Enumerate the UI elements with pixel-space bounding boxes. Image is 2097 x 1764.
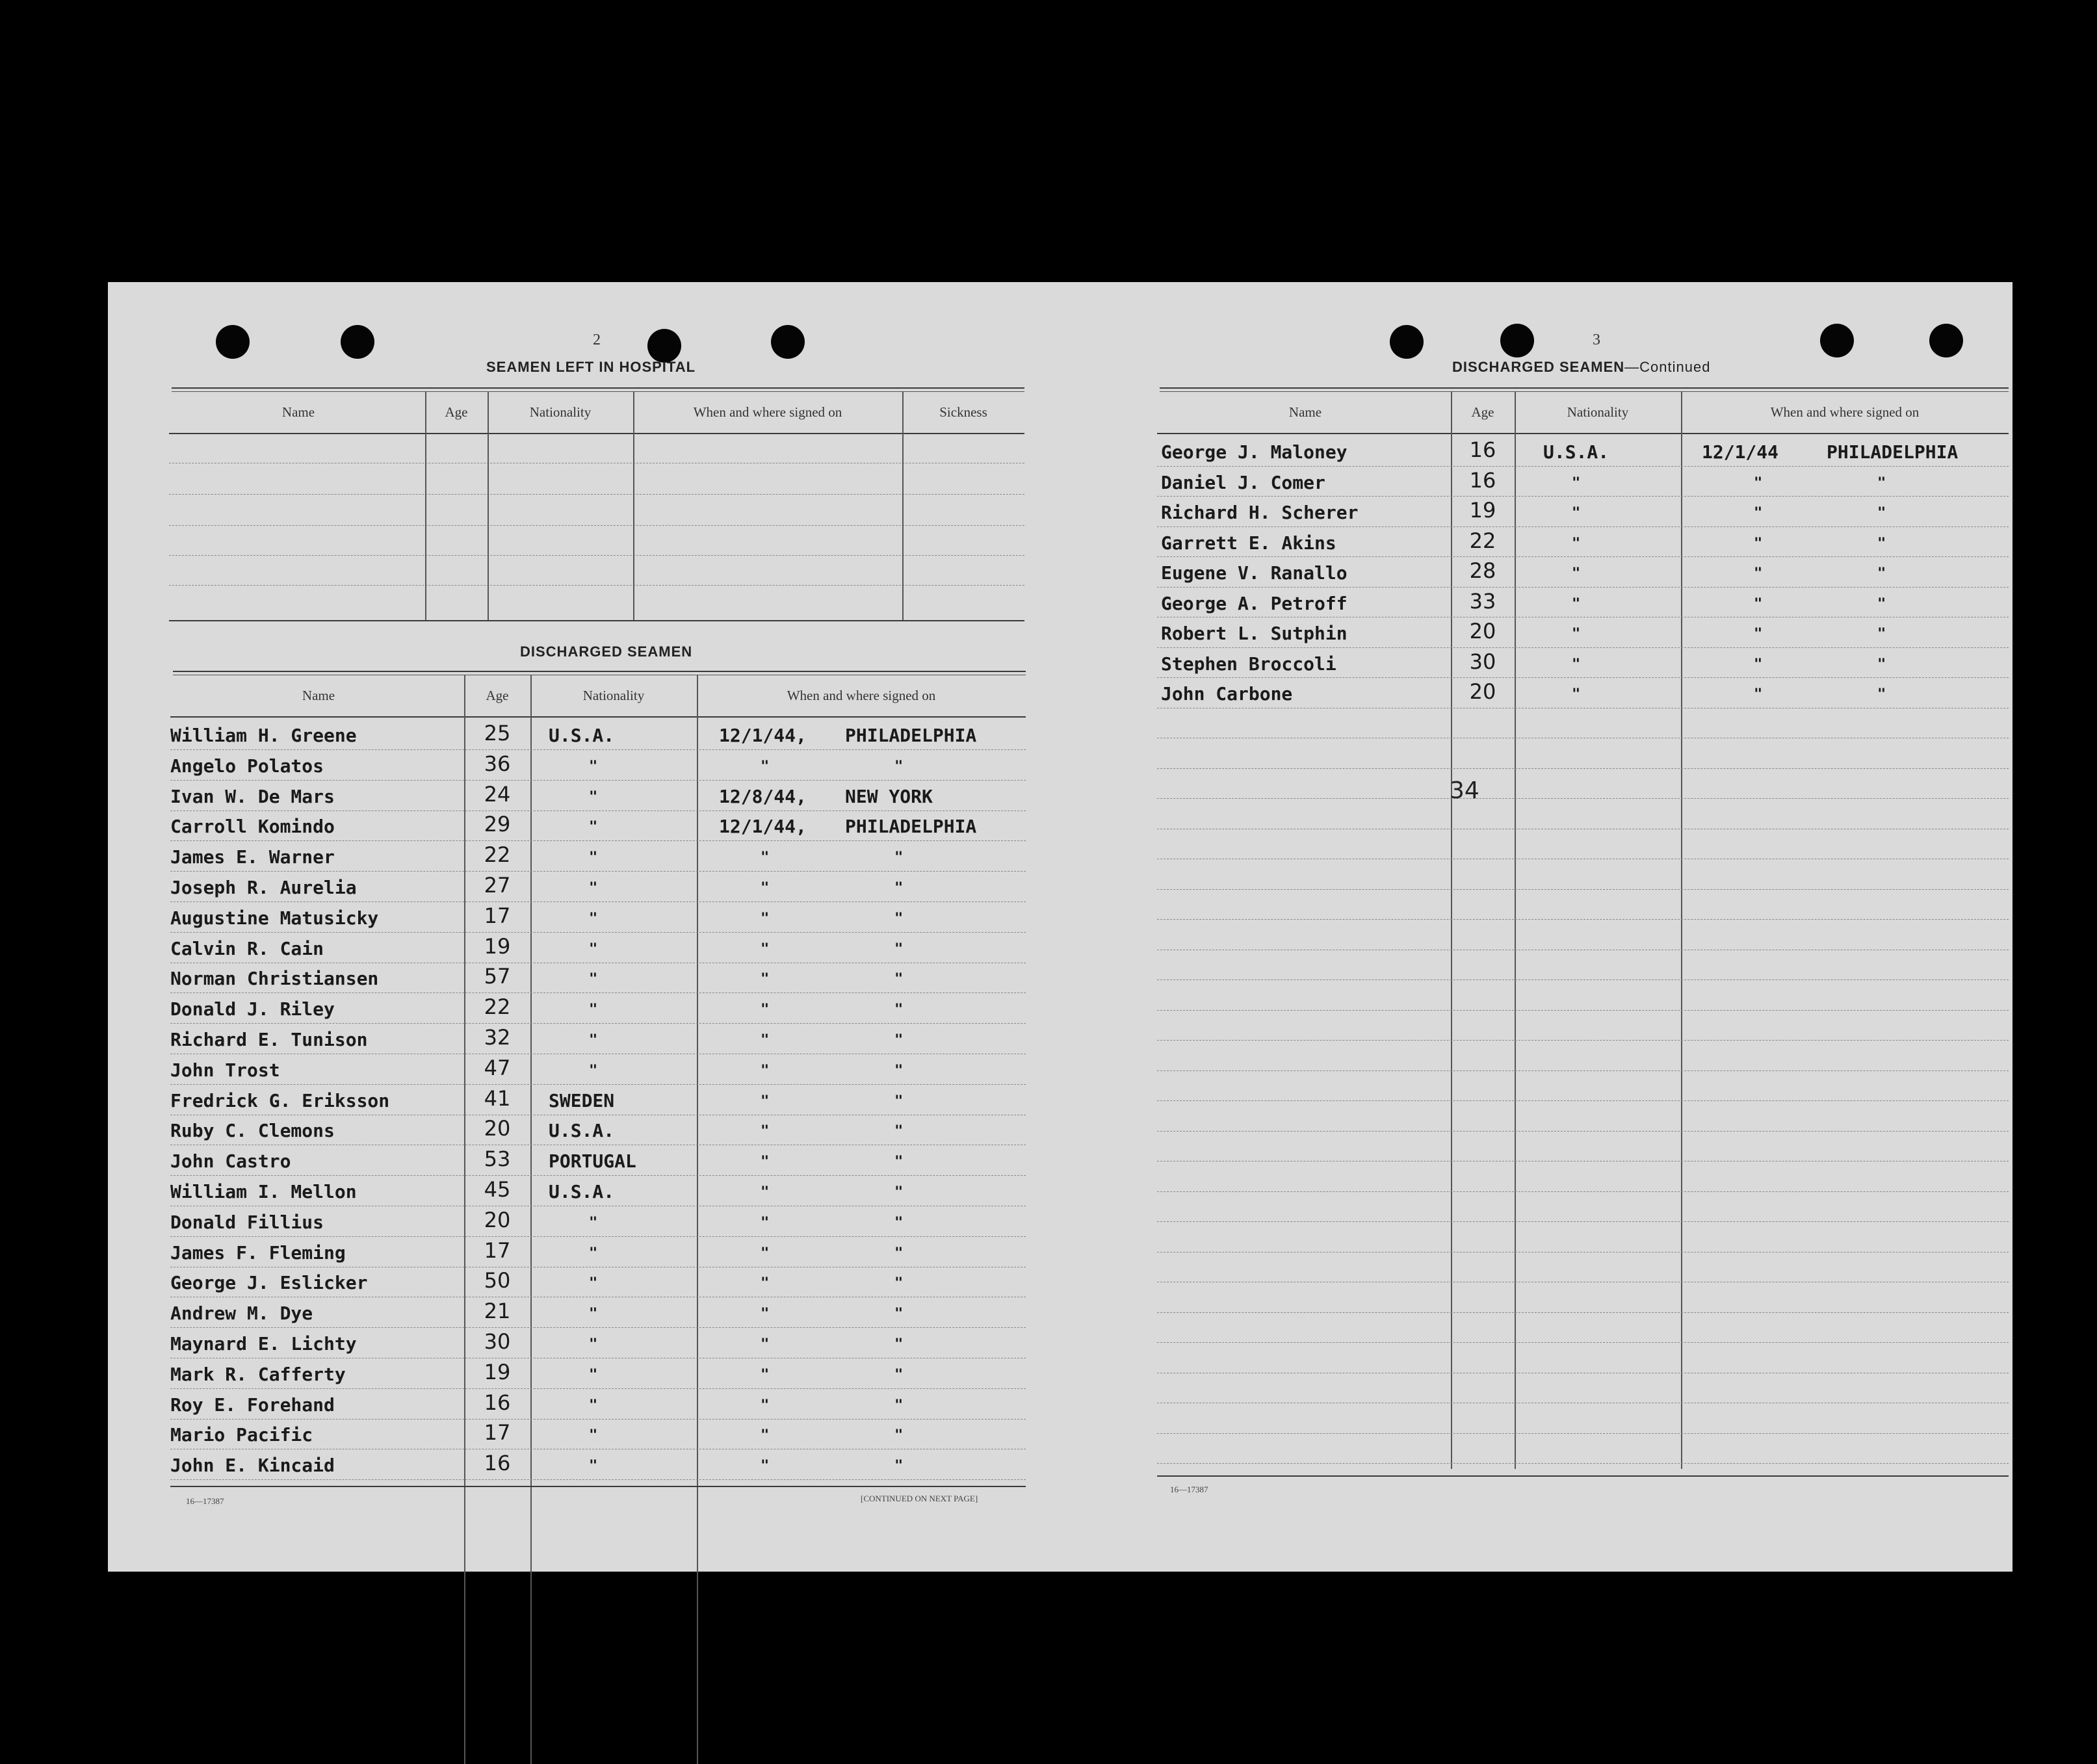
- seaman-nationality: ": [589, 1002, 598, 1018]
- seaman-signed-date: ": [761, 1427, 770, 1444]
- seaman-name: Norman Christiansen: [170, 968, 379, 989]
- seaman-age: 21: [484, 1299, 511, 1323]
- seaman-signed-date: ": [761, 1123, 770, 1139]
- seaman-signed-date: ": [761, 1063, 770, 1079]
- row-rule: [1157, 556, 2009, 557]
- seaman-name: James F. Fleming: [170, 1242, 346, 1264]
- seaman-signed-place: ": [894, 911, 904, 927]
- seaman-nationality: U.S.A.: [1543, 441, 1609, 463]
- hospital-header-nationality: Nationality: [529, 404, 592, 420]
- form-number-left: 16—17387: [186, 1496, 224, 1506]
- discharged-header-name: Name: [302, 688, 335, 703]
- row-rule: [170, 1388, 1026, 1389]
- seaman-name: George A. Petroff: [1161, 593, 1348, 614]
- seaman-name: Fredrick G. Eriksson: [170, 1090, 390, 1111]
- seaman-signed-date: ": [761, 1275, 770, 1291]
- seaman-signed-date: ": [761, 1184, 770, 1200]
- punch-hole: [647, 329, 681, 363]
- seaman-age: 41: [484, 1086, 511, 1111]
- seaman-name: Ruby C. Clemons: [170, 1120, 335, 1141]
- seaman-age: 47: [484, 1056, 511, 1080]
- seaman-nationality: ": [1572, 536, 1581, 552]
- punch-hole: [1500, 324, 1534, 357]
- seaman-signed-place: ": [894, 1215, 904, 1231]
- seaman-age: 25: [484, 721, 511, 746]
- seaman-nationality: ": [589, 1397, 598, 1414]
- seaman-signed-place: ": [894, 1367, 904, 1383]
- seaman-age: 20: [484, 1208, 511, 1232]
- seaman-signed-place: ": [1877, 565, 1886, 582]
- handwritten-total: 34: [1450, 777, 1479, 804]
- seaman-signed-date: ": [761, 1032, 770, 1048]
- seaman-age: 20: [1469, 679, 1496, 704]
- seaman-name: Richard H. Scherer: [1161, 502, 1359, 523]
- seaman-signed-place: ": [1877, 505, 1886, 521]
- seaman-age: 22: [1469, 528, 1496, 553]
- row-rule: [1157, 889, 2009, 890]
- seaman-name: Mark R. Cafferty: [170, 1364, 346, 1385]
- row-rule: [1157, 1433, 2009, 1434]
- seaman-signed-place: ": [894, 1427, 904, 1444]
- row-rule: [1157, 1312, 2009, 1313]
- row-rule: [170, 749, 1026, 750]
- row-rule: [170, 992, 1026, 993]
- seaman-age: 32: [484, 1025, 511, 1050]
- seaman-name: Angelo Polatos: [170, 755, 324, 777]
- seaman-nationality: ": [1572, 656, 1581, 673]
- seaman-nationality: ": [589, 1367, 598, 1383]
- seaman-age: 19: [484, 1360, 511, 1384]
- seaman-age: 33: [1469, 589, 1496, 614]
- row-rule: [1157, 496, 2009, 497]
- seaman-signed-place: ": [1877, 475, 1886, 491]
- seaman-signed-date: ": [761, 1093, 770, 1109]
- seaman-nationality: ": [589, 941, 598, 957]
- continued-header-name: Name: [1288, 404, 1322, 420]
- seaman-signed-place: ": [894, 1063, 904, 1079]
- row-rule: [1157, 798, 2009, 799]
- seaman-nationality: U.S.A.: [549, 1181, 615, 1202]
- row-rule: [170, 840, 1026, 841]
- seaman-signed-place: ": [1877, 686, 1886, 703]
- seaman-age: 17: [484, 903, 511, 928]
- seaman-nationality: ": [589, 1245, 598, 1262]
- seaman-name: John E. Kincaid: [170, 1455, 335, 1476]
- seaman-age: 16: [484, 1390, 511, 1415]
- row-rule: [1157, 768, 2009, 769]
- seaman-age: 16: [1469, 468, 1496, 493]
- row-rule: [1157, 647, 2009, 648]
- continued-header-nationality: Nationality: [1567, 404, 1629, 420]
- seaman-age: 57: [484, 964, 511, 989]
- seaman-age: 36: [484, 751, 511, 776]
- seaman-age: 16: [484, 1451, 511, 1475]
- seaman-signed-date: ": [761, 880, 770, 896]
- punch-hole: [1390, 325, 1424, 359]
- seaman-nationality: ": [1572, 475, 1581, 491]
- seaman-age: 22: [484, 842, 511, 867]
- seaman-nationality: PORTUGAL: [549, 1150, 636, 1172]
- seaman-age: 20: [484, 1116, 511, 1141]
- seaman-nationality: ": [589, 911, 598, 927]
- seaman-nationality: ": [589, 1275, 598, 1291]
- seaman-signed-date: ": [761, 911, 770, 927]
- document-sheet: [108, 282, 2012, 1572]
- seaman-nationality: ": [1572, 626, 1581, 642]
- seaman-nationality: ": [589, 1032, 598, 1048]
- seaman-name: William I. Mellon: [170, 1181, 357, 1202]
- page-number-right: 3: [1593, 331, 1600, 348]
- discharged-continued-title: DISCHARGED SEAMEN—Continued: [1452, 359, 1711, 375]
- seaman-signed-place: ": [894, 1184, 904, 1200]
- seaman-nationality: ": [1572, 596, 1581, 612]
- seaman-signed-place: ": [894, 1002, 904, 1018]
- seaman-signed-date: ": [1754, 626, 1763, 642]
- seaman-age: 19: [1469, 498, 1496, 523]
- hospital-header-name: Name: [281, 404, 315, 420]
- seaman-nationality: ": [589, 1306, 598, 1322]
- seaman-signed-place: PHILADELPHIA: [845, 816, 977, 837]
- seaman-signed-date: 12/1/44,: [719, 816, 807, 837]
- seaman-age: 24: [484, 782, 511, 807]
- seaman-nationality: ": [589, 1458, 598, 1474]
- seaman-name: John Castro: [170, 1150, 291, 1172]
- row-rule: [1157, 1040, 2009, 1041]
- seaman-age: 53: [484, 1147, 511, 1171]
- seaman-signed-date: ": [761, 971, 770, 987]
- seaman-signed-date: ": [761, 1215, 770, 1231]
- row-rule: [170, 1327, 1026, 1328]
- seaman-nationality: ": [589, 1336, 598, 1353]
- seaman-nationality: ": [589, 1063, 598, 1079]
- seaman-name: Donald Fillius: [170, 1212, 324, 1233]
- row-rule: [170, 1479, 1026, 1480]
- seaman-age: 27: [484, 873, 511, 898]
- seaman-signed-place: ": [1877, 596, 1886, 612]
- seaman-signed-date: ": [761, 850, 770, 866]
- seaman-signed-place: ": [894, 1336, 904, 1353]
- seaman-age: 50: [484, 1268, 511, 1293]
- punch-hole: [216, 325, 250, 359]
- seaman-signed-date: ": [1754, 656, 1763, 673]
- seaman-signed-date: 12/1/44,: [719, 725, 807, 746]
- seaman-name: George J. Maloney: [1161, 441, 1348, 463]
- seaman-signed-date: ": [1754, 536, 1763, 552]
- seaman-nationality: ": [589, 759, 598, 775]
- seaman-signed-date: ": [761, 1367, 770, 1383]
- continued-note: [CONTINUED ON NEXT PAGE]: [861, 1494, 978, 1503]
- seaman-signed-place: ": [1877, 626, 1886, 642]
- seaman-nationality: SWEDEN: [549, 1090, 615, 1111]
- continued-header-signed-on: When and where signed on: [1770, 404, 1920, 420]
- page-number-left: 2: [593, 331, 601, 348]
- seaman-signed-date: 12/1/44: [1702, 441, 1779, 463]
- row-rule: [1157, 587, 2009, 588]
- seaman-signed-place: ": [894, 1032, 904, 1048]
- seaman-name: Donald J. Riley: [170, 998, 335, 1020]
- seaman-nationality: ": [1572, 686, 1581, 703]
- seaman-signed-date: ": [761, 1306, 770, 1322]
- seaman-signed-date: ": [1754, 475, 1763, 491]
- row-rule: [170, 1236, 1026, 1237]
- seaman-nationality: U.S.A.: [549, 725, 615, 746]
- punch-hole: [1820, 324, 1854, 357]
- seaman-signed-date: ": [1754, 505, 1763, 521]
- seaman-signed-place: ": [894, 971, 904, 987]
- seaman-signed-place: ": [894, 1245, 904, 1262]
- seaman-signed-place: PHILADELPHIA: [1827, 441, 1959, 463]
- hospital-header-signed-on: When and where signed on: [693, 404, 842, 420]
- row-rule: [1157, 466, 2009, 467]
- seaman-age: 16: [1469, 437, 1496, 462]
- seaman-name: Ivan W. De Mars: [170, 786, 335, 807]
- seaman-age: 22: [484, 994, 511, 1019]
- seaman-name: Carroll Komindo: [170, 816, 335, 837]
- row-rule: [170, 871, 1026, 872]
- seaman-age: 28: [1469, 558, 1496, 583]
- seaman-name: James E. Warner: [170, 846, 335, 868]
- seaman-signed-date: ": [761, 1245, 770, 1262]
- seaman-name: Daniel J. Comer: [1161, 472, 1325, 493]
- seaman-name: Richard E. Tunison: [170, 1029, 368, 1050]
- punch-hole: [341, 325, 374, 359]
- row-rule: [1157, 1191, 2009, 1192]
- row-rule: [170, 1175, 1026, 1176]
- seaman-signed-date: ": [761, 1336, 770, 1353]
- row-rule: [170, 1084, 1026, 1085]
- seaman-nationality: ": [589, 1215, 598, 1231]
- seaman-age: 45: [484, 1177, 511, 1202]
- seaman-age: 17: [484, 1420, 511, 1445]
- row-rule: [170, 1023, 1026, 1024]
- punch-hole: [1929, 324, 1963, 357]
- seaman-signed-date: ": [761, 1154, 770, 1170]
- hospital-header-sickness: Sickness: [939, 404, 987, 420]
- seaman-name: Maynard E. Lichty: [170, 1333, 357, 1355]
- seaman-nationality: U.S.A.: [549, 1120, 615, 1141]
- seaman-name: Mario Pacific: [170, 1424, 313, 1446]
- seaman-name: John Carbone: [1161, 683, 1293, 705]
- seaman-signed-place: ": [894, 1397, 904, 1414]
- row-rule: [1157, 677, 2009, 678]
- seaman-nationality: ": [589, 819, 598, 835]
- row-rule: [1157, 1342, 2009, 1343]
- seaman-signed-date: ": [761, 1397, 770, 1414]
- seaman-name: Robert L. Sutphin: [1161, 623, 1348, 644]
- discharged-title: DISCHARGED SEAMEN: [520, 643, 693, 660]
- row-rule: [1157, 979, 2009, 980]
- seaman-signed-date: ": [761, 941, 770, 957]
- discharged-header-age: Age: [486, 688, 509, 703]
- seaman-name: Andrew M. Dye: [170, 1303, 313, 1324]
- seaman-age: 29: [484, 812, 511, 837]
- seaman-signed-date: ": [1754, 565, 1763, 582]
- seaman-signed-place: ": [894, 1458, 904, 1474]
- seaman-signed-place: ": [894, 1123, 904, 1139]
- row-rule: [170, 780, 1026, 781]
- seaman-name: Joseph R. Aurelia: [170, 877, 357, 898]
- seaman-signed-place: NEW YORK: [845, 786, 933, 807]
- seaman-name: Roy E. Forehand: [170, 1394, 335, 1416]
- seaman-nationality: ": [589, 971, 598, 987]
- seaman-signed-place: ": [1877, 536, 1886, 552]
- seaman-name: William H. Greene: [170, 725, 357, 746]
- seaman-signed-place: ": [1877, 656, 1886, 673]
- seaman-signed-place: ": [894, 941, 904, 957]
- seaman-signed-date: ": [761, 1458, 770, 1474]
- seaman-signed-place: ": [894, 850, 904, 866]
- row-rule: [1157, 526, 2009, 527]
- seaman-signed-place: ": [894, 1093, 904, 1109]
- seaman-signed-place: ": [894, 1154, 904, 1170]
- seaman-signed-place: ": [894, 880, 904, 896]
- seaman-signed-date: ": [1754, 686, 1763, 703]
- seaman-signed-date: 12/8/44,: [719, 786, 807, 807]
- row-rule: [1157, 1010, 2009, 1011]
- row-rule: [170, 1419, 1026, 1420]
- seaman-signed-place: ": [894, 1306, 904, 1322]
- hospital-title: SEAMEN LEFT IN HOSPITAL: [486, 359, 696, 375]
- seaman-name: Garrett E. Akins: [1161, 532, 1336, 554]
- seaman-age: 30: [1469, 649, 1496, 674]
- row-rule: [170, 901, 1026, 902]
- seaman-age: 19: [484, 934, 511, 959]
- seaman-signed-date: ": [761, 759, 770, 775]
- seaman-name: Calvin R. Cain: [170, 938, 324, 959]
- row-rule: [1157, 1070, 2009, 1071]
- seaman-nationality: ": [1572, 565, 1581, 582]
- form-number-right: 16—17387: [1170, 1485, 1208, 1494]
- seaman-nationality: ": [589, 880, 598, 896]
- seaman-name: Augustine Matusicky: [170, 907, 379, 929]
- discharged-header-signed-on: When and where signed on: [787, 688, 936, 703]
- seaman-name: John Trost: [170, 1059, 280, 1081]
- discharged-header-nationality: Nationality: [582, 688, 645, 703]
- seaman-age: 17: [484, 1238, 511, 1263]
- row-rule: [170, 932, 1026, 933]
- seaman-signed-place: PHILADELPHIA: [845, 725, 977, 746]
- seaman-nationality: ": [589, 850, 598, 866]
- seaman-nationality: ": [589, 789, 598, 805]
- seaman-name: George J. Eslicker: [170, 1272, 368, 1293]
- seaman-age: 30: [484, 1329, 511, 1354]
- seaman-age: 20: [1469, 619, 1496, 643]
- seaman-nationality: ": [589, 1427, 598, 1444]
- row-rule: [1157, 1131, 2009, 1132]
- hospital-header-age: Age: [445, 404, 468, 420]
- row-rule: [1157, 1463, 2009, 1464]
- seaman-name: Eugene V. Ranallo: [1161, 562, 1348, 584]
- seaman-signed-date: ": [1754, 596, 1763, 612]
- seaman-nationality: ": [1572, 505, 1581, 521]
- row-rule: [1157, 1221, 2009, 1222]
- continued-header-age: Age: [1471, 404, 1494, 420]
- seaman-signed-place: ": [894, 1275, 904, 1291]
- row-rule: [1157, 1100, 2009, 1101]
- row-rule: [1157, 919, 2009, 920]
- seaman-name: Stephen Broccoli: [1161, 653, 1336, 675]
- seaman-signed-date: ": [761, 1002, 770, 1018]
- seaman-signed-place: ": [894, 759, 904, 775]
- punch-hole: [771, 325, 805, 359]
